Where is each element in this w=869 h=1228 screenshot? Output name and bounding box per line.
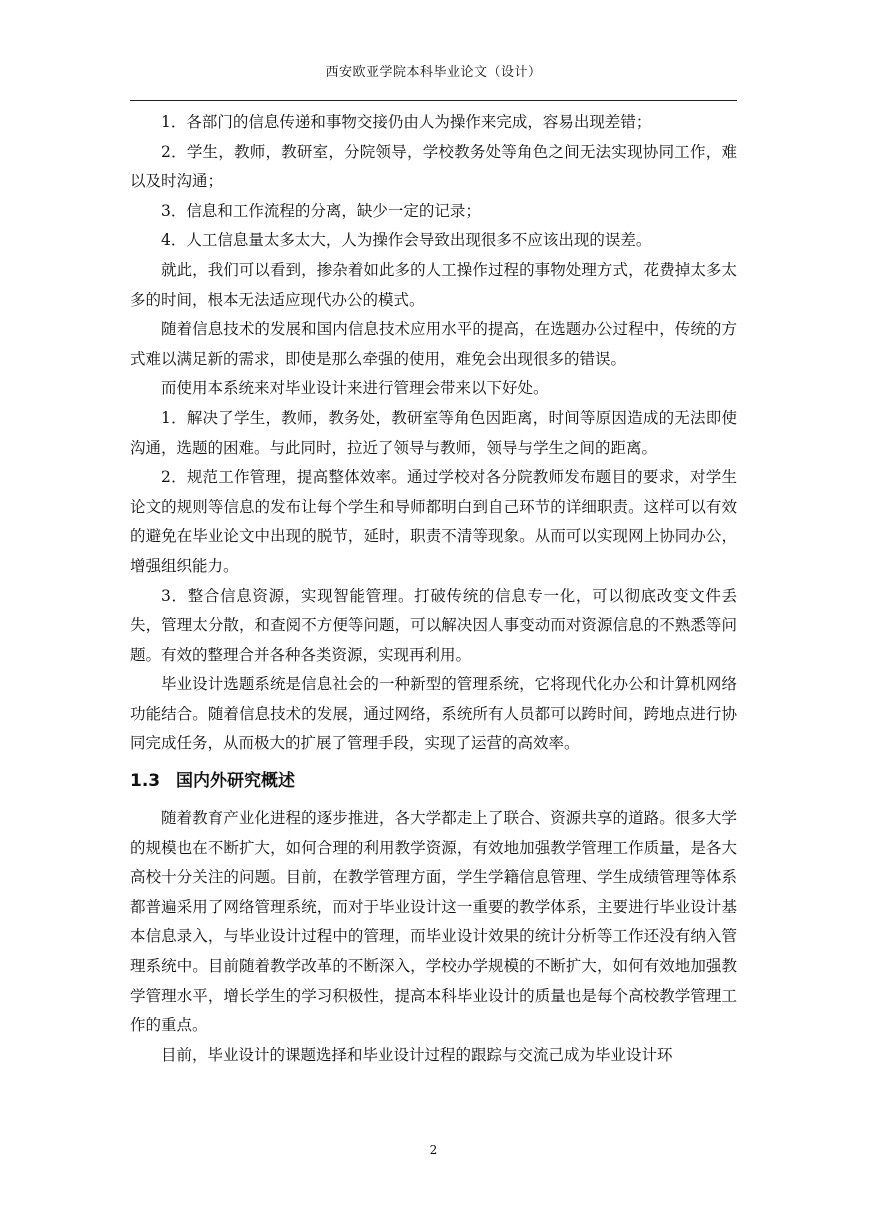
paragraph: 1．解决了学生，教师，教务处，教研室等角色因距离，时间等原因造成的无法即使沟通，选题的困难。与此同时，拉近了领导与教师，领导与学生之间的距离。 [130, 408, 737, 457]
paragraph: 1．各部门的信息传递和事物交接仍由人为操作来完成，容易出现差错； [161, 113, 652, 131]
section-title: 国内外研究概述 [176, 771, 295, 792]
paragraph: 就此，我们可以看到，掺杂着如此多的人工操作过程的事物处理方式，花费掉太多太多的时间，根本无法适应现代办公的模式。 [130, 260, 737, 309]
paragraph: 毕业设计选题系统是信息社会的一种新型的管理系统，它将现代化办公和计算机网络功能结合。随着信息技术的发展，通过网络，系统所有人员都可以跨时间，跨地点进行协同完成任务，从而极大的扩展了管理手段，实现了运营的高效率。 [130, 675, 737, 753]
paragraph: 随着信息技术的发展和国内信息技术应用水平的提高，在选题办公过程中，传统的方式难以满足新的需求，即使是那么牵强的使用，难免会出现很多的错误。 [130, 320, 737, 368]
paragraph: 3．整合信息资源，实现智能管理。打破传统的信息专一化，可以彻底改变文件丢失，管理太分散，和查阅不方便等问题，可以解决因人事变动而对资源信息的不熟悉等问题。有效的整理合并各种各类资源，实现再利用。 [130, 586, 737, 664]
header-rule [130, 100, 737, 101]
page-header: 西安欧亚学院本科毕业论文（设计） [325, 65, 542, 80]
paragraph: 3．信息和工作流程的分离，缺少一定的记录； [161, 201, 481, 220]
paragraph: 2．学生，教师，教研室，分院领导，学校教务处等角色之间无法实现协同工作，难以及时沟通； [130, 142, 737, 191]
page-number: 2 [429, 1143, 438, 1157]
section-number: 1.3 [130, 771, 161, 792]
section-heading [130, 759, 737, 804]
paragraph: 而使用本系统来对毕业设计来进行管理会带来以下好处。 [161, 379, 549, 398]
paragraph: 2．规范工作管理，提高整体效率。通过学校对各分院教师发布题目的要求，对学生论文的规则等信息的发布让每个学生和导师都明白到自己环节的详细职责。这样可以有效的避免在毕业论文中出现的脱节，延时，职责不清等现象。从而可以实现网上协同办公，增强组织能力。 [130, 468, 737, 575]
paragraph: 目前，毕业设计的课题选择和毕业设计过程的跟踪与交流己成为毕业设计环 [161, 1045, 673, 1064]
body-text [130, 108, 737, 1070]
paragraph: 4．人工信息量太多太大，人为操作会导致出现很多不应该出现的误差。 [161, 231, 652, 250]
paragraph: 随着教育产业化进程的逐步推进，各大学都走上了联合、资源共享的道路。很多大学的规模也在不断扩大，如何合理的利用教学资源，有效地加强教学管理工作质量，是各大高校十分关注的问题。目前，在教学管理方面，学生学籍信息管理、学生成绩管理等体系都普遍采用了网络管理系统，而对于毕业设计这一重要的教学体系，主要进行毕业设计基本信息录入，与毕业设计过程中的管理，而毕业设计效果的统计分析等工作还没有纳入管理系统中。目前随着教学改革的不断深入，学校办学规模的不断扩大，如何有效地加强教学管理水平，增长学生的学习积极性，提高本科毕业设计的质量也是每个高校教学管理工作的重点。 [130, 809, 737, 1035]
